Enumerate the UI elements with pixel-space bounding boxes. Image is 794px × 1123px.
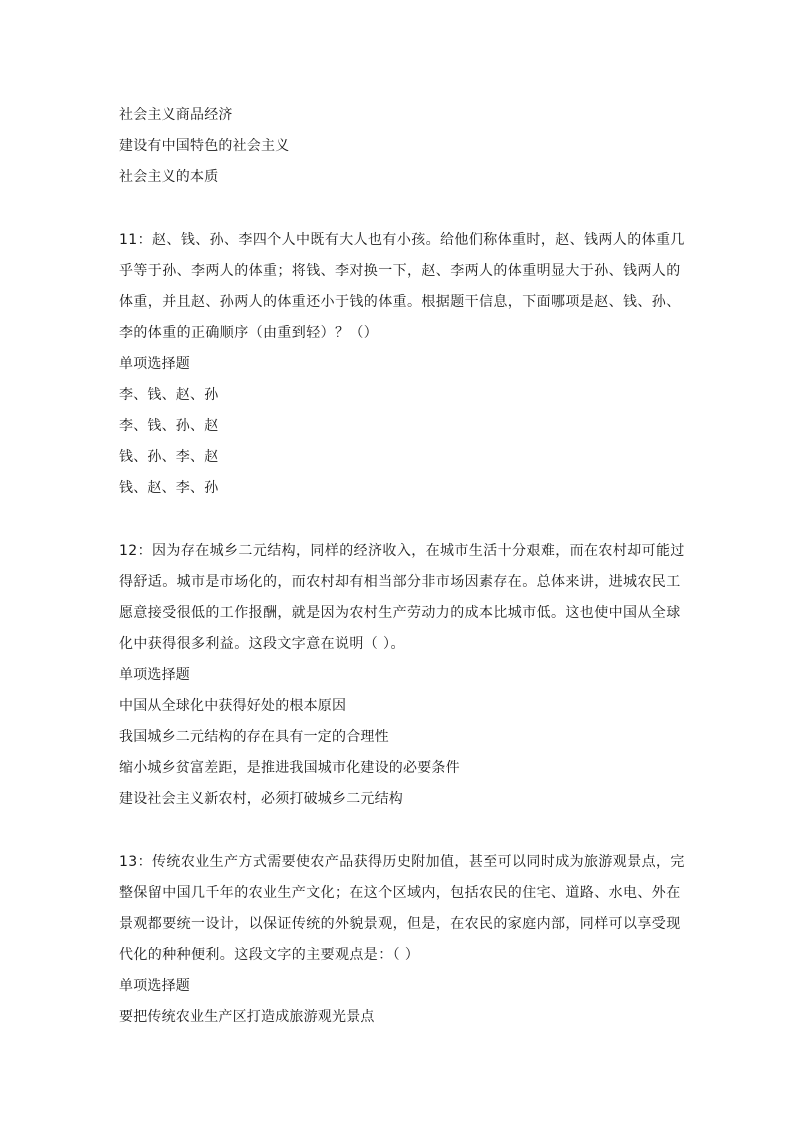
option-text: 我国城乡二元结构的存在具有一定的合理性 [119,729,389,745]
option-text: 钱、孙、李、赵 [119,449,219,465]
question-type: 单项选择题 [119,667,190,683]
question-line: 整保留中国几千年的农业生产文化；在这个区域内，包括农民的住宅、道路、水电、外在 [119,885,681,901]
question-line: 代化的种种便利。这段文字的主要观点是：（ ） [119,947,420,963]
spacer [119,815,675,847]
option-text: 李、钱、孙、赵 [119,418,219,434]
option-text: 社会主义的本质 [119,169,219,185]
question-line: 化中获得很多利益。这段文字意在说明（ ）。 [119,636,405,652]
question-line: 景观都要统一设计，以保证传统的外貌景观，但是，在农民的家庭内部，同样可以享受现 [119,916,681,932]
question-type: 单项选择题 [119,356,190,372]
question-line: 体重，并且赵、孙两人的体重还小于钱的体重。根据题干信息，下面哪项是赵、钱、孙、 [119,294,681,310]
question-line: 12：因为存在城乡二元结构，同样的经济收入，在城市生活十分艰难，而在农村却可能过 [119,543,685,559]
document-content [119,100,685,1033]
question-type: 单项选择题 [119,978,190,994]
question-12 [119,536,685,815]
question-line: 愿意接受很低的工作报酬，就是因为农村生产劳动力的成本比城市低。这也使中国从全球 [119,605,681,621]
option-text: 建设社会主义新农村，必须打破城乡二元结构 [119,791,403,807]
question-line: 得舒适。城市是市场化的，而农村却有相当部分非市场因素存在。总体来讲，进城农民工 [119,574,681,590]
option-text: 李、钱、赵、孙 [119,387,219,403]
option-text: 缩小城乡贫富差距，是推进我国城市化建设的必要条件 [119,760,460,776]
question-line: 李的体重的正确顺序（由重到轻）？（） [119,325,379,341]
option-text: 中国从全球化中获得好处的根本原因 [119,698,347,714]
question-13 [119,847,685,1033]
question-text [119,847,685,971]
question-line: 乎等于孙、李两人的体重；将钱、李对换一下，赵、李两人的体重明显大于孙、钱两人的 [119,263,681,279]
question-text [119,536,685,660]
question-text [119,225,685,349]
spacer [119,193,675,225]
option-text: 钱、赵、李、孙 [119,480,219,496]
spacer [119,504,675,536]
question-line: 11：赵、钱、孙、李四个人中既有大人也有小孩。给他们称体重时，赵、钱两人的体重几 [119,232,685,248]
option-text: 建设有中国特色的社会主义 [119,138,290,154]
previous-options [119,100,675,193]
question-line: 13：传统农业生产方式需要使农产品获得历史附加值，甚至可以同时成为旅游观景点，完 [119,854,685,870]
question-11 [119,225,685,504]
option-text: 社会主义商品经济 [119,107,233,123]
option-text: 要把传统农业生产区打造成旅游观光景点 [119,1009,375,1025]
